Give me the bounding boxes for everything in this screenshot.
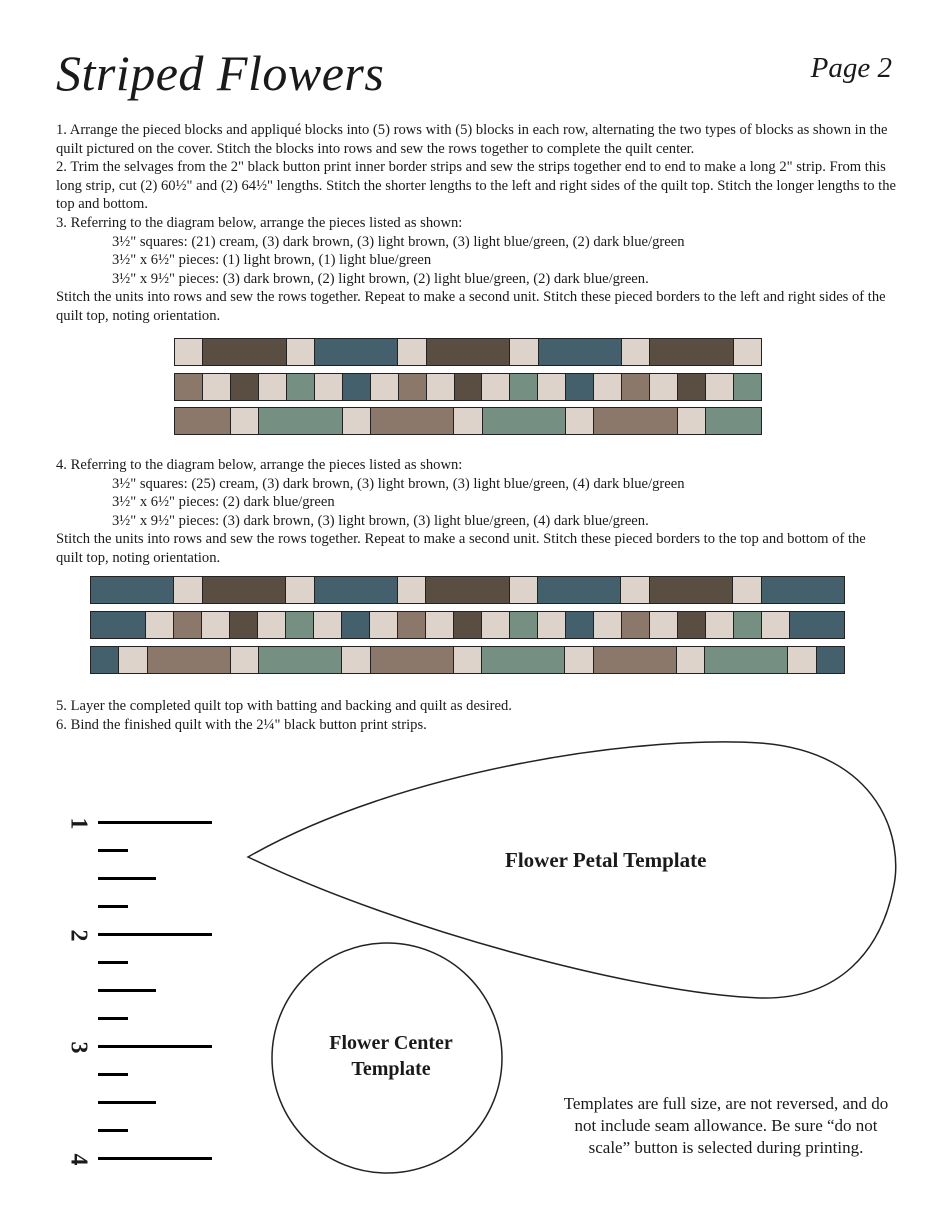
step-6: 6. Bind the finished quilt with the 2¼" black button print strips. [56,716,427,733]
ruler-number: 1 [65,817,92,830]
step-4-intro: 4. Referring to the diagram below, arrange the pieces listed as shown: [56,457,463,473]
center-template-label: Flower Center Template [329,1032,453,1080]
step-3-short-pieces: 3½" x 6½" pieces: (1) light brown, (1) light blue/green [112,252,432,269]
step-3-instructions: Stitch the units into rows and sew the rows together. Repeat to make a second unit. Stitch these pieced borders to the left and right sides of the quilt top, noting orientation. [56,289,886,324]
step-1: 1. Arrange the pieced blocks and appliqué blocks into (5) rows with (5) blocks in each row, alternating the two types of blocks as shown in the quilt pictured on the cover. Stitch the blocks into rows and sew the rows together to complete the quilt center. [56,122,888,157]
step-3-squares: 3½" squares: (21) cream, (3) dark brown, (3) light brown, (3) light blue/green, (2) dark blue/green [112,233,685,250]
ruler-number: 4 [65,1153,92,1166]
step-2: 2. Trim the selvages from the 2" black button print inner border strips and sew the strips together end to end to make a long 2" strip. From this long strip, cut (2) 60½" and (2) 64½" lengths. Stitch the shorter lengths to the left and right sides of the quilt top. Stitch the longer lengths to the top and bottom. [56,159,896,213]
template-note: Templates are full size, are not reversed, and do not include seam allowance. Be sure “do not scale” button is selected during printing. [563,1094,889,1157]
step-4-instructions: Stitch the units into rows and sew the rows together. Repeat to make a second unit. Stitch these pieced borders to the top and bottom of the quilt top, noting orientation. [56,531,866,566]
page-number: Page 2 [810,52,892,84]
step-3-intro: 3. Referring to the diagram below, arrange the pieces listed as shown: [56,214,463,231]
ruler-number: 3 [65,1041,92,1054]
step-5: 5. Layer the completed quilt top with batting and backing and quilt as desired. [56,698,512,714]
page-title: Striped Flowers [56,45,385,101]
petal-template-label: Flower Petal Template [505,848,707,872]
step-3-long-pieces: 3½" x 9½" pieces: (3) dark brown, (2) light brown, (2) light blue/green, (2) dark blue/green. [112,270,649,287]
ruler-number: 2 [65,929,92,942]
step-4-short-pieces: 3½" x 6½" pieces: (2) dark blue/green [112,494,335,511]
step-4-squares: 3½" squares: (25) cream, (3) dark brown, (3) light brown, (3) light blue/green, (4) dark blue/green [112,475,685,492]
step-4-long-pieces: 3½" x 9½" pieces: (3) dark brown, (3) light brown, (3) light blue/green, (4) dark blue/green. [112,512,649,529]
